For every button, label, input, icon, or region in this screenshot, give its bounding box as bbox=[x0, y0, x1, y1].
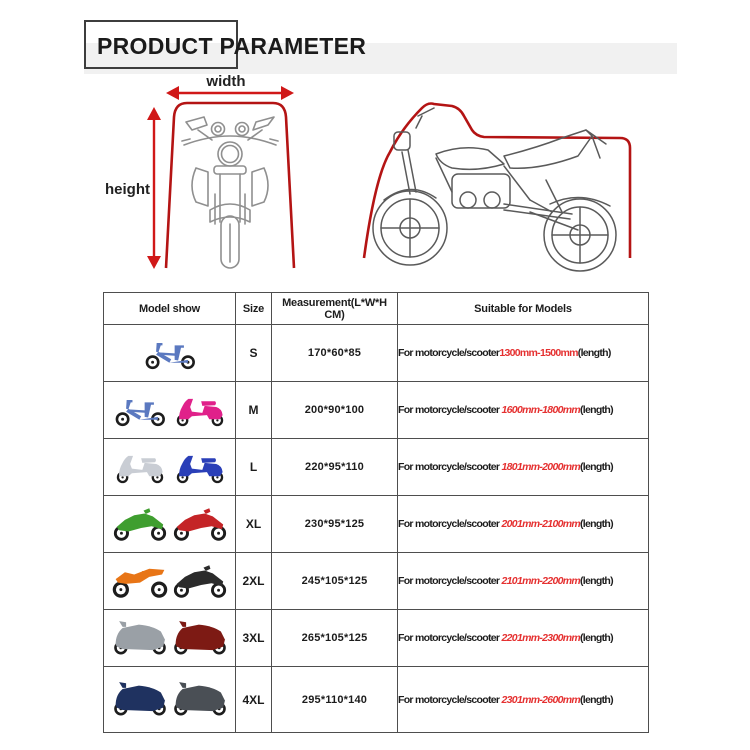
suitable-cell bbox=[398, 610, 649, 667]
table-header-row bbox=[104, 293, 649, 325]
suitable-prefix: For motorcycle/scooter bbox=[398, 461, 502, 473]
length-range: 1801mm-2000mm bbox=[501, 461, 580, 473]
suitable-suffix: (length) bbox=[580, 518, 613, 530]
height-arrow-icon bbox=[147, 107, 161, 269]
bicycle-icon bbox=[111, 392, 169, 429]
measurement-cell: 265*105*125 bbox=[272, 610, 398, 667]
motorcycle-side-lineart bbox=[373, 108, 616, 271]
measurement-cell: 230*95*125 bbox=[272, 496, 398, 553]
width-arrow-icon bbox=[166, 86, 294, 100]
page-title: PRODUCT PARAMETER bbox=[97, 33, 367, 59]
suitable-cell bbox=[398, 496, 649, 553]
suitable-suffix: (length) bbox=[580, 632, 613, 644]
size-cell: 3XL bbox=[236, 610, 272, 667]
suitable-suffix: (length) bbox=[580, 461, 613, 473]
model-cell bbox=[104, 382, 236, 439]
size-cell: 4XL bbox=[236, 667, 272, 733]
touring-bike-icon bbox=[171, 681, 229, 718]
model-cell bbox=[104, 610, 236, 667]
suitable-suffix: (length) bbox=[580, 693, 613, 706]
table-row bbox=[104, 667, 649, 733]
length-range: 2001mm-2100mm bbox=[501, 518, 580, 530]
sport-bike-icon bbox=[171, 506, 229, 543]
table-row bbox=[104, 382, 649, 439]
bicycle-icon bbox=[141, 335, 199, 372]
suitable-prefix: For motorcycle/scooter bbox=[398, 693, 502, 706]
table-row bbox=[104, 610, 649, 667]
measurement-cell: 245*105*125 bbox=[272, 553, 398, 610]
length-range: 2301mm-2600mm bbox=[501, 693, 580, 706]
motorcycle-front-lineart bbox=[182, 117, 278, 268]
scooter-icon bbox=[171, 392, 229, 429]
suitable-cell bbox=[398, 382, 649, 439]
col-header-measurement: Measurement(L*W*H CM) bbox=[272, 293, 398, 325]
table-row bbox=[104, 325, 649, 382]
size-cell: S bbox=[236, 325, 272, 382]
suitable-cell bbox=[398, 439, 649, 496]
model-cell bbox=[104, 439, 236, 496]
suitable-suffix: (length) bbox=[577, 347, 611, 359]
col-header-model-show: Model show bbox=[104, 293, 236, 325]
table-row bbox=[104, 496, 649, 553]
sport-bike-icon bbox=[171, 563, 229, 600]
suitable-cell bbox=[398, 553, 649, 610]
suitable-suffix: (length) bbox=[580, 575, 613, 587]
table-row bbox=[104, 553, 649, 610]
table-row bbox=[104, 439, 649, 496]
touring-bike-icon bbox=[111, 620, 169, 657]
scooter-icon bbox=[171, 449, 229, 486]
model-cell bbox=[104, 667, 236, 733]
suitable-prefix: For motorcycle/scooter bbox=[398, 632, 502, 644]
suitable-prefix: For motorcycle/scooter bbox=[398, 347, 500, 359]
height-label: height bbox=[105, 181, 150, 198]
size-cell: XL bbox=[236, 496, 272, 553]
size-table bbox=[103, 292, 649, 733]
suitable-prefix: For motorcycle/scooter bbox=[398, 404, 502, 416]
touring-bike-icon bbox=[111, 681, 169, 718]
sport-bike-icon bbox=[111, 506, 169, 543]
suitable-prefix: For motorcycle/scooter bbox=[398, 575, 502, 587]
measurement-cell: 220*95*110 bbox=[272, 439, 398, 496]
measurement-cell: 295*110*140 bbox=[272, 667, 398, 733]
suitable-cell bbox=[398, 667, 649, 733]
suitable-prefix: For motorcycle/scooter bbox=[398, 518, 502, 530]
suitable-suffix: (length) bbox=[580, 404, 613, 416]
length-range: 2101mm-2200mm bbox=[501, 575, 580, 587]
size-cell: L bbox=[236, 439, 272, 496]
suitable-cell bbox=[398, 325, 649, 382]
measurement-cell: 170*60*85 bbox=[272, 325, 398, 382]
model-cell bbox=[104, 325, 236, 382]
col-header-suitable: Suitable for Models bbox=[398, 293, 649, 325]
model-cell bbox=[104, 496, 236, 553]
touring-bike-icon bbox=[171, 620, 229, 657]
dirt-bike-icon bbox=[111, 563, 169, 600]
size-cell: 2XL bbox=[236, 553, 272, 610]
cover-diagrams bbox=[100, 72, 660, 287]
model-cell bbox=[104, 553, 236, 610]
length-range: 2201mm-2300mm bbox=[501, 632, 580, 644]
scooter-icon bbox=[111, 449, 169, 486]
size-cell: M bbox=[236, 382, 272, 439]
length-range: 1300mm-1500mm bbox=[499, 347, 578, 359]
col-header-size: Size bbox=[236, 293, 272, 325]
width-label: width bbox=[206, 73, 246, 90]
length-range: 1600mm-1800mm bbox=[501, 404, 580, 416]
measurement-cell: 200*90*100 bbox=[272, 382, 398, 439]
